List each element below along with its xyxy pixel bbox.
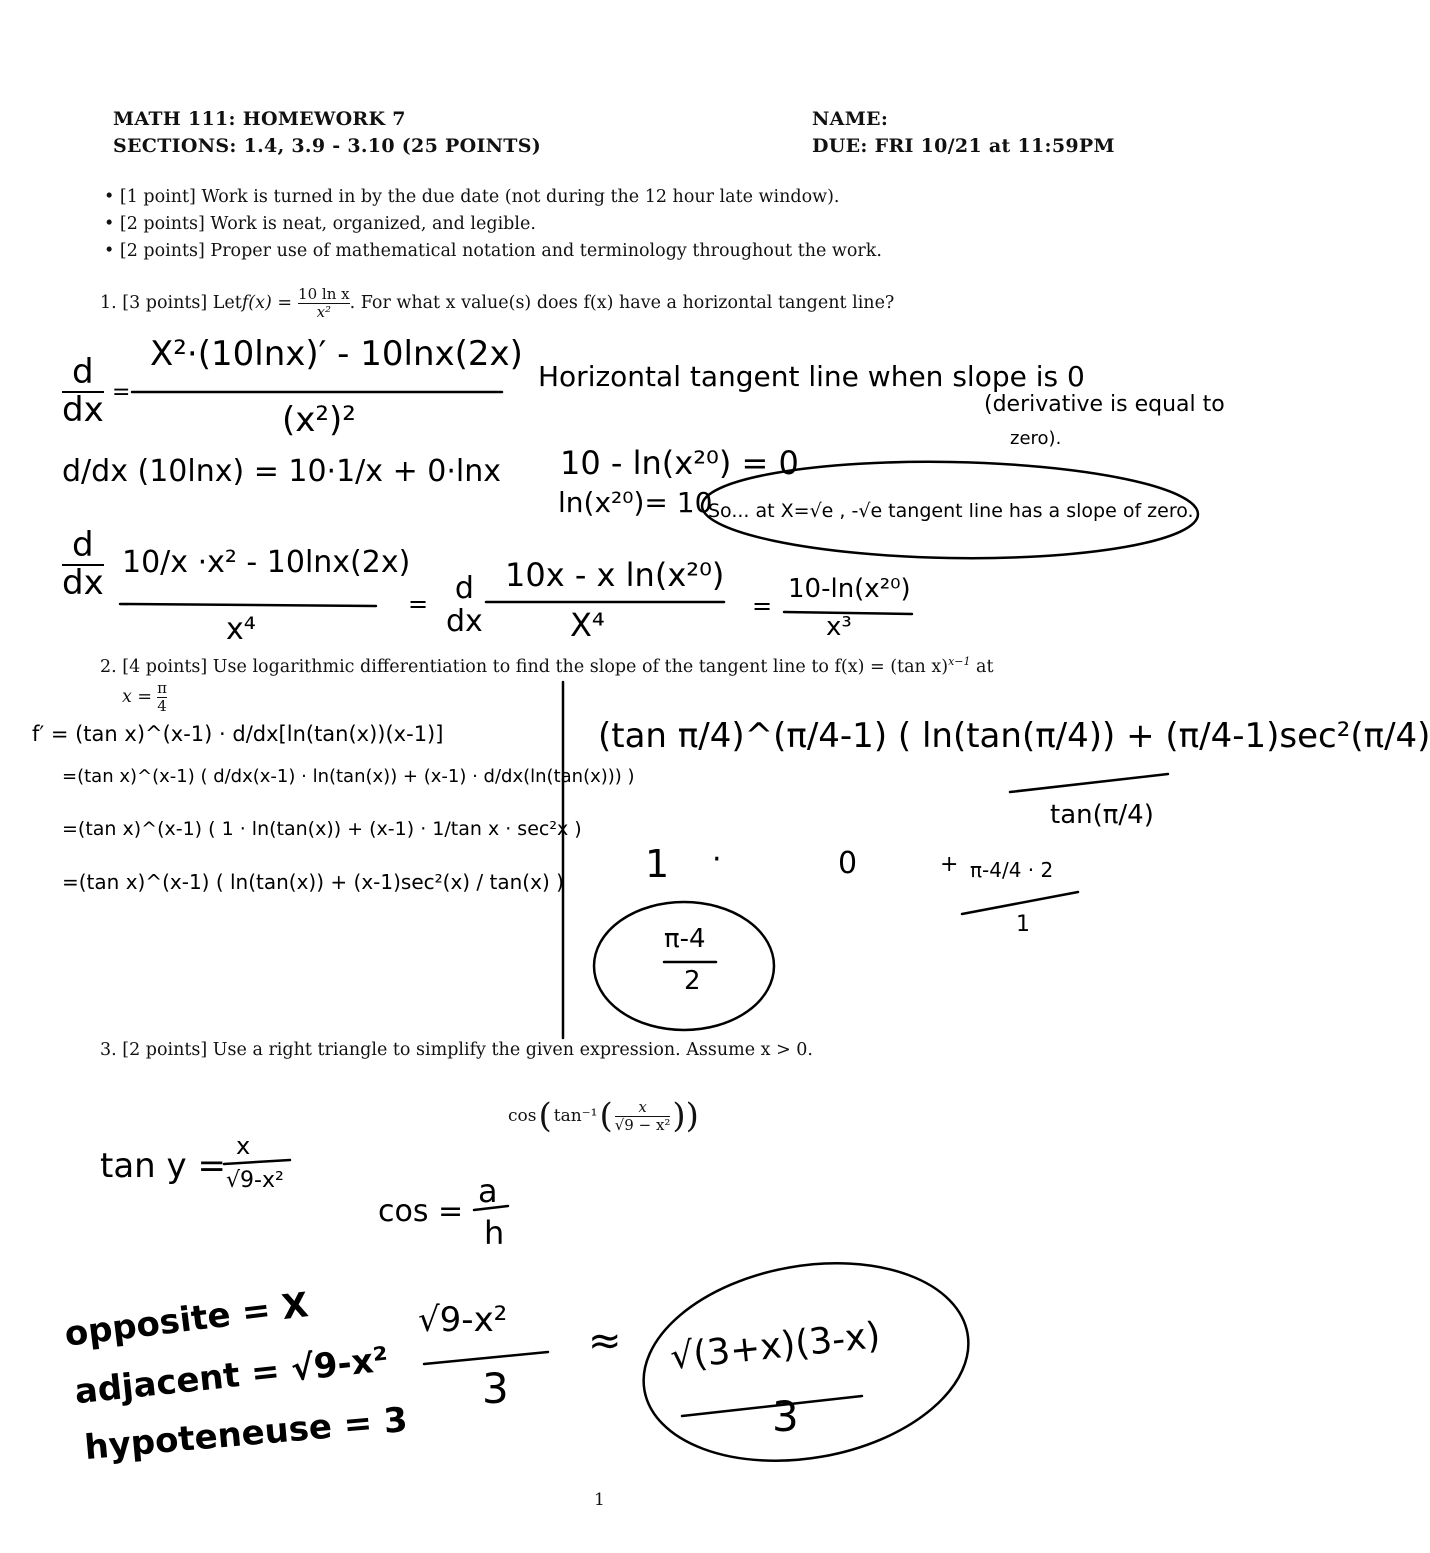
- hw-step2-den: X⁴: [570, 606, 605, 644]
- q3-answer-circle: [628, 1239, 984, 1485]
- hw-q3-tany-den: √9-x²: [226, 1168, 284, 1193]
- page-number: 1: [594, 1490, 605, 1510]
- hw-step2-num: 10x - x ln(x²⁰): [505, 556, 725, 594]
- q3-cos-bar: [474, 1206, 508, 1210]
- q1-frac-num: 10 ln x: [298, 285, 350, 303]
- hw-q2-v3-num: π-4/4 · 2: [970, 858, 1054, 882]
- name-label: NAME:: [812, 108, 889, 130]
- hw-q3-res-den: 3: [482, 1364, 509, 1413]
- hw-q2-v3-den: 1: [1016, 912, 1030, 937]
- q1-step-bar: [120, 604, 376, 606]
- q1-prefix: 1. [3 points] Let: [100, 293, 242, 313]
- q1-step3-bar: [784, 612, 912, 614]
- q2-prefix: 2. [4 points] Use logarithmic differentiation to find the slope of the tangent line to f(x) = (tan x): [100, 656, 949, 677]
- hw-note-2: (derivative is equal to: [984, 392, 1225, 417]
- hw-eq-2: =: [408, 590, 429, 618]
- hw-eq-a: 10 - ln(x²⁰) = 0: [560, 444, 799, 482]
- q2-suffix: at: [970, 656, 994, 677]
- hw-quotient-num: X²·(10lnx)′ - 10lnx(2x): [150, 334, 523, 374]
- hw-q2-v1: 1: [645, 842, 670, 886]
- hw-q3-opposite: opposite = X: [62, 1285, 311, 1355]
- hw-q2-line-2: =(tan x)^(x-1) ( d/dx(x-1) · ln(tan(x)) + (x-1) · d/dx(ln(tan(x))) ): [62, 766, 635, 787]
- hw-eq: =: [112, 380, 131, 405]
- sections-line: SECTIONS: 1.4, 3.9 - 3.10 (25 POINTS): [113, 135, 542, 157]
- q3-frac-num: x: [638, 1098, 647, 1116]
- hw-d-den: dx: [62, 389, 104, 430]
- hw-q3-hypoteneuse: hypoteneuse = 3: [82, 1399, 410, 1469]
- hw-q3-res-num: √9-x²: [418, 1300, 508, 1340]
- hw-q2-ans-den: 2: [684, 966, 701, 996]
- hw-q3-adjacent: adjacent = √9-x²: [72, 1339, 391, 1413]
- q2-xeq: x =: [122, 687, 153, 707]
- q2-exp: x−1: [948, 655, 971, 668]
- q3-frac-den: √9 − x²: [614, 1115, 671, 1134]
- hw-step3-num: 10-ln(x²⁰): [788, 574, 911, 604]
- hw-d-num: d: [72, 352, 94, 392]
- q3-tan-inv: tan⁻¹: [553, 1106, 598, 1126]
- hw-quotient-den: (x²)²: [282, 400, 356, 440]
- hw-q2-dot: ·: [712, 842, 722, 877]
- hw-q3-final-den: 3: [772, 1392, 799, 1441]
- rubric-item-1: • [1 point] Work is turned in by the due date (not during the 12 hour late window).: [104, 187, 840, 207]
- hw-q3-tany-num: x: [236, 1132, 251, 1160]
- hw-q3-final-num: √(3+x)(3-x): [668, 1315, 883, 1378]
- hw-step-num: 10/x ·x² - 10lnx(2x): [122, 545, 411, 580]
- hw-deriv-line: d/dx (10lnx) = 10·1/x + 0·lnx: [62, 454, 501, 489]
- q3-res-bar: [424, 1352, 548, 1364]
- hw-q2-eval: (tan π/4)^(π/4-1) ( ln(tan(π/4)) + (π/4-1)sec²(π/4): [598, 716, 1430, 756]
- hw-note-1: Horizontal tangent line when slope is 0: [538, 360, 1085, 393]
- hw-q2-eval-den: tan(π/4): [1050, 800, 1154, 830]
- hw-step3-den: x³: [826, 612, 852, 642]
- hw-q2-plus: +: [940, 852, 959, 877]
- rubric-item-3: • [2 points] Proper use of mathematical notation and terminology throughout the work.: [104, 241, 882, 261]
- hw-q3-tany: tan y =: [100, 1146, 226, 1186]
- q3-expression: cos ( tan⁻¹ ( $\frac{x}{\text{√9 − x²}}$ )): [508, 1096, 699, 1136]
- hw-q2-v2: 0: [838, 846, 858, 881]
- hw-q2-line-4: =(tan x)^(x-1) ( ln(tan(x)) + (x-1)sec²(x) / tan(x) ): [62, 870, 564, 894]
- q1-fx: f(x) =: [241, 293, 293, 313]
- q2-eval-bar: [1010, 774, 1168, 792]
- q2-four: 4: [157, 696, 167, 715]
- q2-answer-circle: [594, 902, 774, 1030]
- q1-frac-den: x²: [316, 302, 332, 321]
- question-3: 3. [2 points] Use a right triangle to simplify the given expression. Assume x > 0.: [100, 1040, 813, 1060]
- hw-q3-approx: ≈: [588, 1318, 622, 1364]
- q3-tany-bar: [224, 1160, 290, 1164]
- q2-v3-bar: [962, 892, 1078, 914]
- course-title: MATH 111: HOMEWORK 7: [113, 108, 406, 130]
- hw-eq-3: =: [752, 592, 773, 620]
- hw-q3-cos-den: h: [484, 1214, 505, 1252]
- hw-q3-cos-num: a: [478, 1172, 498, 1210]
- hw-q2-ans-num: π-4: [664, 924, 706, 954]
- q1-rest: . For what x value(s) does f(x) have a horizontal tangent line?: [349, 293, 895, 313]
- hw-step-den: x⁴: [226, 612, 256, 647]
- hw-d-num-3: d: [454, 571, 474, 606]
- q2-pi: π: [157, 679, 167, 697]
- hw-d-den-2: dx: [62, 562, 104, 603]
- q3-final-bar: [682, 1396, 862, 1416]
- hw-d-num-2: d: [72, 525, 94, 565]
- q3-cos: cos: [508, 1106, 537, 1126]
- hw-answer-q1: So... at X=√e , -√e tangent line has a slope of zero.: [708, 500, 1194, 522]
- hw-eq-b: ln(x²⁰)= 10: [558, 486, 713, 519]
- hw-q3-cos: cos =: [378, 1194, 464, 1229]
- hw-q2-line-3: =(tan x)^(x-1) ( 1 · ln(tan(x)) + (x-1) · 1/tan x · sec²x ): [62, 818, 582, 840]
- q1-answer-circle: [701, 458, 1199, 563]
- hw-note-3: zero).: [1010, 428, 1062, 449]
- due-date: DUE: FRI 10/21 at 11:59PM: [812, 135, 1115, 157]
- rubric-item-2: • [2 points] Work is neat, organized, and legible.: [104, 214, 536, 234]
- hw-q2-line-1: f′ = (tan x)^(x-1) · d/dx[ln(tan(x))(x-1)]: [32, 722, 444, 746]
- hw-d-den-3: dx: [446, 604, 483, 639]
